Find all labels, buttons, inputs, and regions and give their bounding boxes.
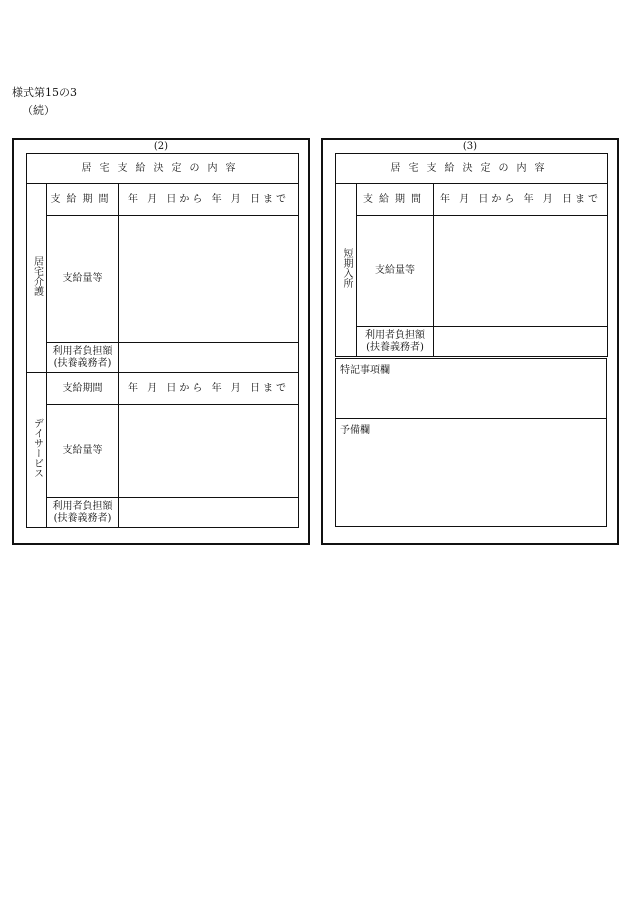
short-stay-period-label: 支給期間 [357,184,434,216]
short-stay-burden-label [357,327,434,357]
day-service-burden-label [47,498,119,528]
home-care-burden-label-2: (扶養義務者) [53,357,112,369]
day-service-amount-label: 支給量等 [47,405,119,498]
panel-3 [321,138,619,545]
home-care-side-cell [27,184,47,373]
day-service-side-cell [27,373,47,528]
home-care-side-label: 居宅介護 [31,256,43,296]
panel-3-number: (3) [462,141,478,152]
day-service-side-label: デイサービス [31,418,43,478]
day-service-burden-value[interactable] [119,498,299,528]
short-stay-amount-value[interactable] [434,216,608,327]
home-care-amount-label: 支給量等 [47,216,119,343]
short-stay-burden-label-1: 利用者負担額 [365,329,425,341]
reserve-area[interactable] [335,418,607,527]
day-service-burden-label-1: 利用者負担額 [52,500,113,512]
continued-label: （続） [22,104,55,117]
home-care-period-label: 支給期間 [47,184,119,216]
form-number: 様式第15の3 [12,86,77,99]
day-service-period-value: 年 月 日から 年 月 日まで [119,373,299,405]
short-stay-side-label: 短期入所 [341,248,352,288]
home-care-burden-label-1: 利用者負担額 [52,345,113,357]
home-care-burden-value[interactable] [119,343,299,373]
home-care-amount-value[interactable] [119,216,299,343]
day-service-burden-label-2: (扶養義務者) [53,512,112,524]
short-stay-period-value: 年 月 日から 年 月 日まで [434,184,608,216]
panel-2-title: 居宅支給決定の内容 [27,154,299,184]
reserve-label: 予備欄 [340,425,370,436]
special-notes-area[interactable] [335,358,607,419]
panel-2-table [26,153,299,528]
short-stay-burden-value[interactable] [434,327,608,357]
panel-3-title: 居宅支給決定の内容 [336,154,608,184]
panel-2 [12,138,310,545]
home-care-period-value: 年 月 日から 年 月 日まで [119,184,299,216]
day-service-period-label: 支給期間 [47,373,119,405]
short-stay-side-cell [336,184,357,357]
short-stay-burden-label-2: (扶養義務者) [366,341,424,353]
special-notes-label: 特記事項欄 [340,365,390,376]
panel-2-number: (2) [153,141,169,152]
home-care-burden-label [47,343,119,373]
day-service-amount-value[interactable] [119,405,299,498]
panel-3-table [335,153,608,357]
short-stay-amount-label: 支給量等 [357,216,434,327]
